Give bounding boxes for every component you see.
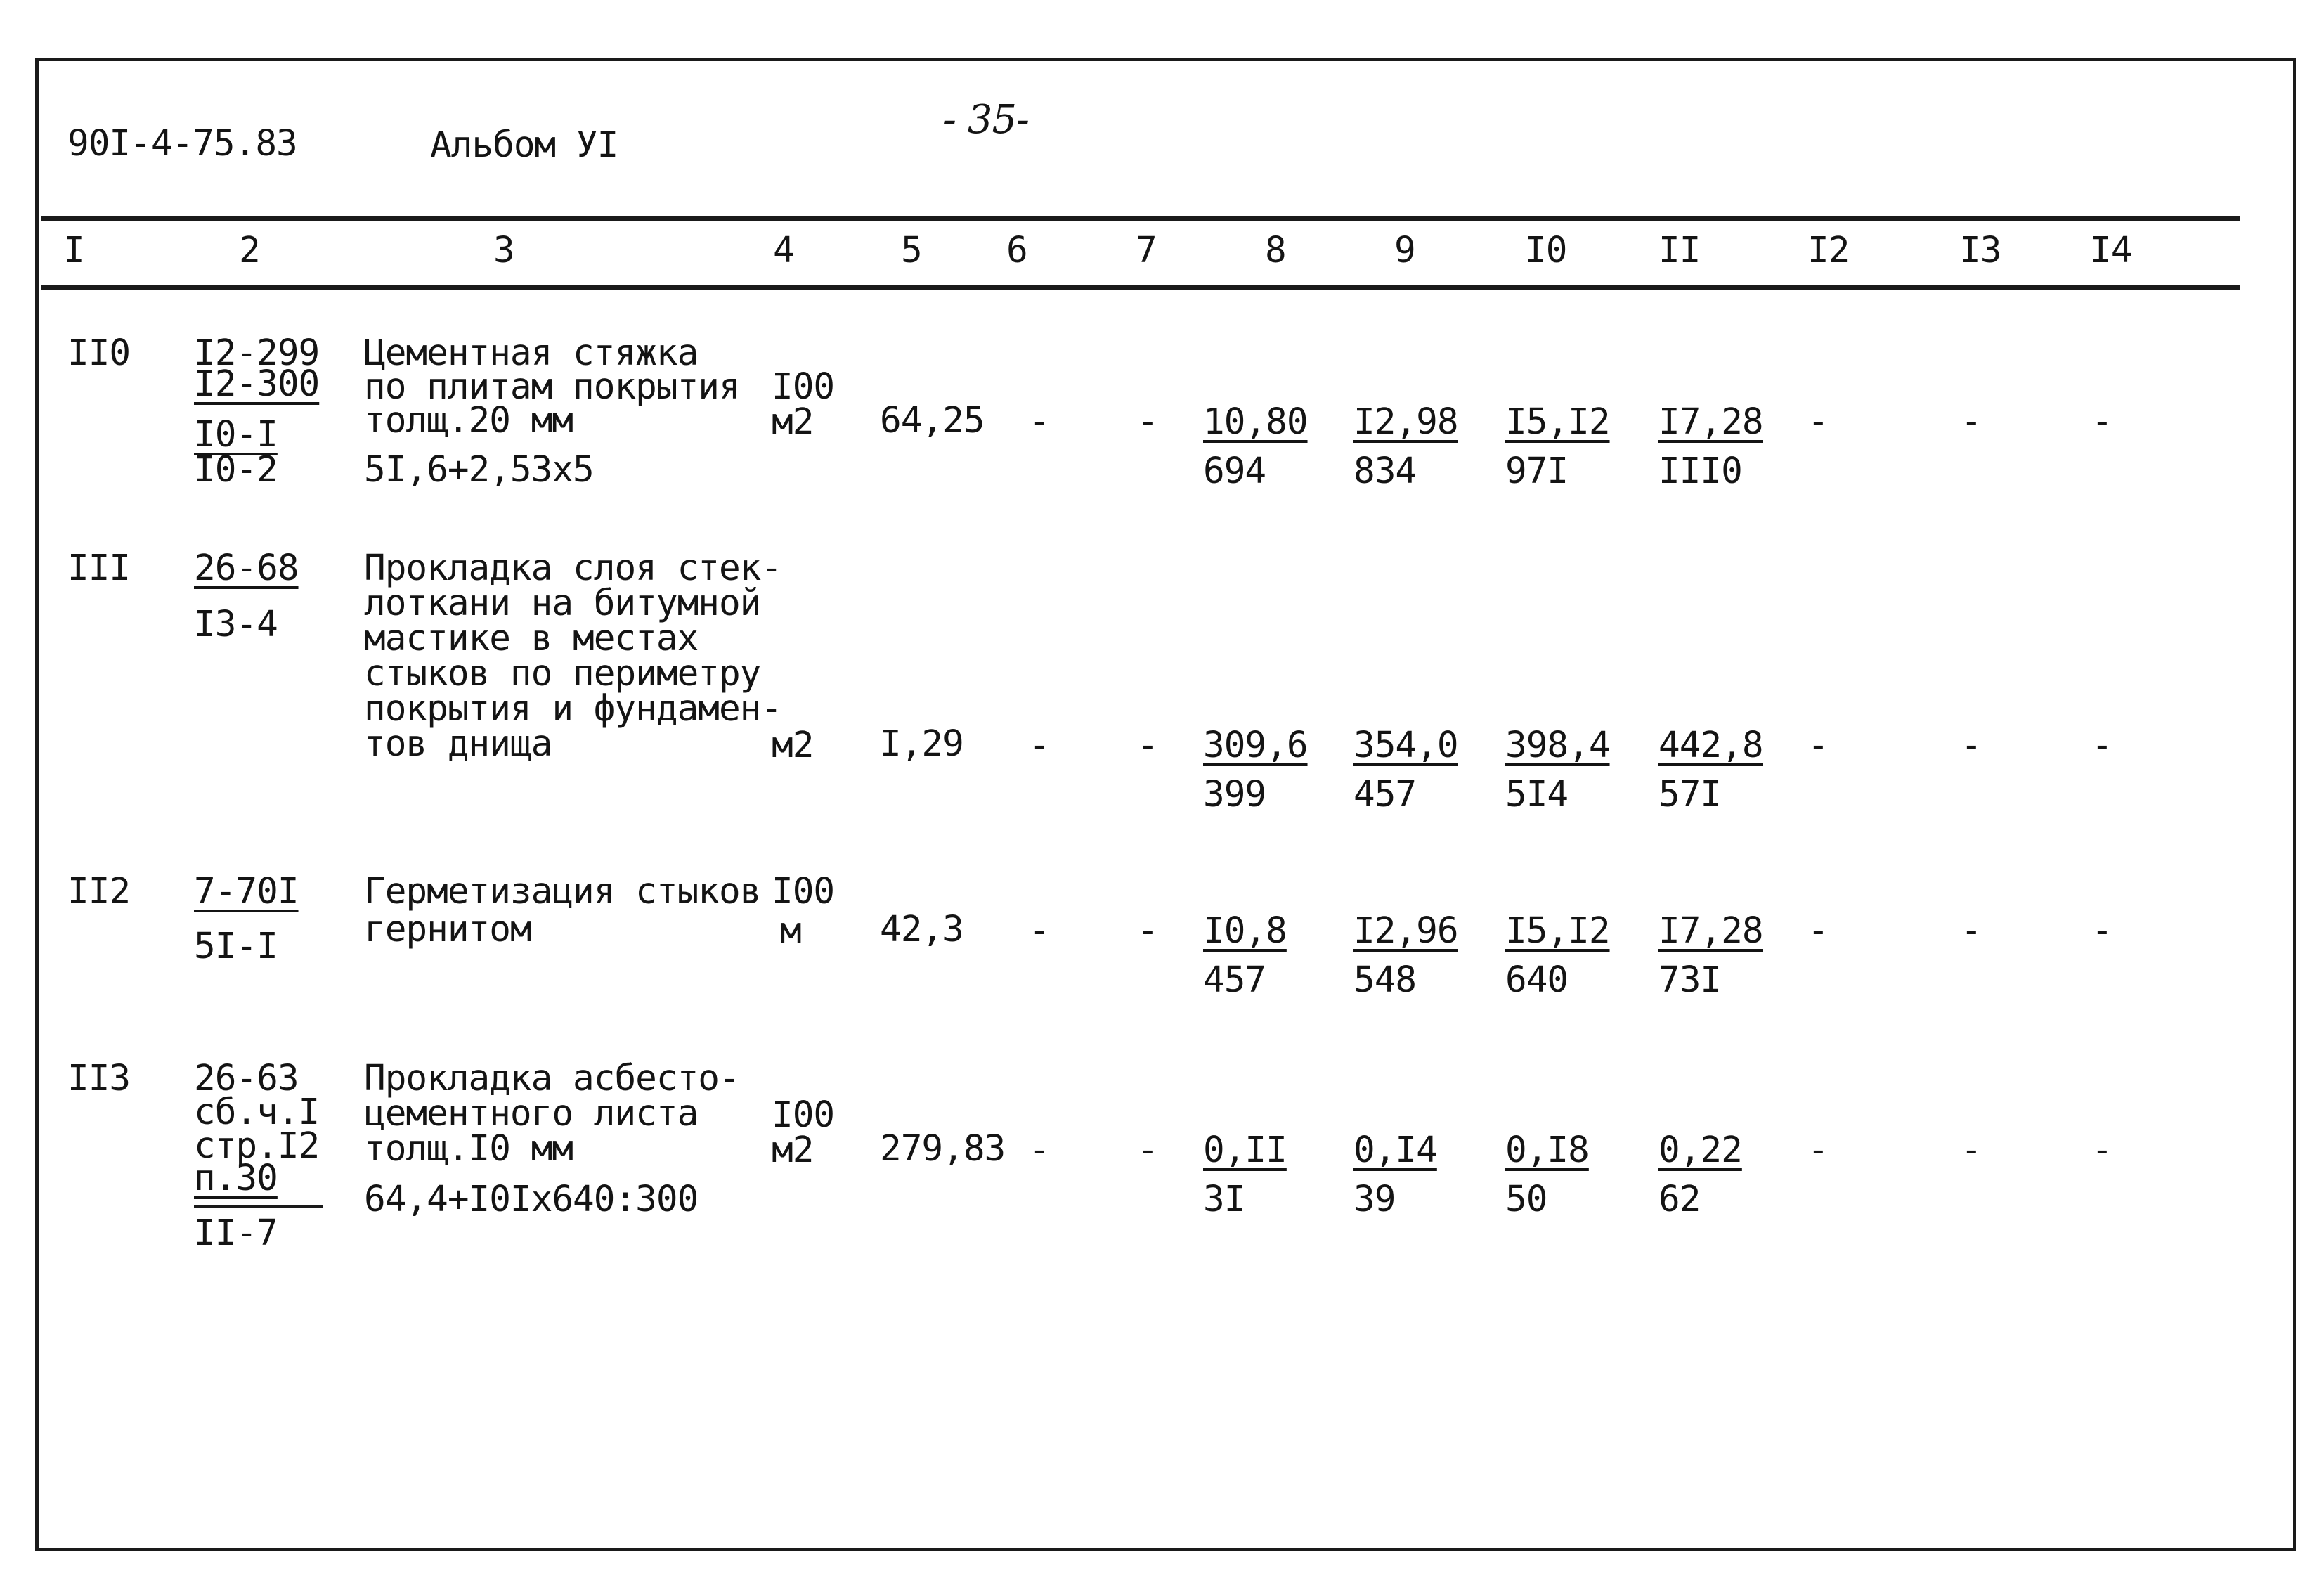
col11-total: 73I	[1658, 959, 1722, 1001]
col-header-7: 7	[1136, 230, 1157, 271]
work-description: покрытия и фундамен-	[364, 688, 782, 730]
col-header-4: 4	[773, 230, 794, 271]
work-description: стыков по периметру	[364, 653, 761, 694]
col10-total: 97I	[1505, 451, 1569, 492]
work-description: мастике в местах	[364, 618, 699, 659]
col11-total: 57I	[1658, 774, 1722, 815]
unit: м2	[772, 1130, 814, 1171]
col11-cost: 0,22	[1658, 1130, 1742, 1171]
col10-cost: 0,I8	[1505, 1130, 1589, 1171]
col-header-13: I3	[1959, 230, 2001, 271]
col13-value: -	[1961, 401, 1982, 443]
work-description: по плитам покрытия	[364, 366, 740, 408]
norm-code: 7-70I	[194, 871, 299, 912]
col10-cost: I5,I2	[1505, 910, 1610, 952]
col11-cost: I7,28	[1658, 401, 1763, 443]
unit: I00	[772, 871, 835, 912]
work-description: цементного листа	[364, 1093, 699, 1134]
norm-code: I0-2	[194, 449, 278, 491]
unit: м	[780, 910, 801, 952]
col8-cost: 0,II	[1203, 1130, 1287, 1171]
col8-total: 399	[1203, 774, 1266, 815]
col14-value: -	[2091, 725, 2112, 766]
col11-total: 62	[1658, 1179, 1701, 1220]
col-header-2: 2	[239, 230, 260, 271]
col10-cost: I5,I2	[1505, 401, 1610, 443]
norm-code: 5I-I	[194, 926, 278, 967]
col13-value: -	[1961, 725, 1982, 766]
norm-code: II-7	[194, 1212, 278, 1254]
col9-cost: 354,0	[1353, 725, 1458, 766]
norm-code: I2-300	[194, 363, 320, 405]
col6-value: -	[1029, 725, 1050, 766]
work-description: толщ.I0 мм	[364, 1128, 573, 1170]
col8-total: 694	[1203, 451, 1266, 492]
col9-total: 548	[1353, 959, 1417, 1001]
col-header-5: 5	[901, 230, 922, 271]
col11-cost: 442,8	[1658, 725, 1763, 766]
col-header-6: 6	[1006, 230, 1027, 271]
col-header-12: I2	[1807, 230, 1850, 271]
col9-cost: 0,I4	[1353, 1130, 1437, 1171]
col8-total: 457	[1203, 959, 1266, 1001]
col9-cost: I2,98	[1353, 401, 1458, 443]
volume-formula: 5I,6+2,53x5	[364, 449, 594, 491]
col-header-14: I4	[2090, 230, 2132, 271]
col14-value: -	[2091, 910, 2112, 952]
col12-value: -	[1807, 910, 1829, 952]
col-header-9: 9	[1394, 230, 1415, 271]
row-number: II0	[67, 332, 131, 374]
col8-cost: 309,6	[1203, 725, 1308, 766]
col9-cost: I2,96	[1353, 910, 1458, 952]
col-header-8: 8	[1265, 230, 1286, 271]
col-header-11: II	[1658, 230, 1701, 271]
col9-total: 834	[1353, 451, 1417, 492]
fraction-line	[194, 1205, 323, 1208]
row-number: II2	[67, 871, 131, 912]
row-number: II3	[67, 1058, 131, 1099]
work-description: Прокладка асбесто-	[364, 1058, 740, 1099]
page-number: - 35-	[943, 97, 1029, 143]
work-description: гернитом	[364, 909, 531, 950]
work-description: Прокладка слоя стек-	[364, 548, 782, 589]
col11-cost: I7,28	[1658, 910, 1763, 952]
col12-value: -	[1807, 1130, 1829, 1171]
work-description: тов днища	[364, 723, 552, 765]
row-number: III	[67, 548, 131, 589]
col7-value: -	[1137, 1130, 1158, 1171]
quantity: 42,3	[880, 909, 963, 950]
album-label: Альбом УI	[430, 124, 618, 166]
col10-cost: 398,4	[1505, 725, 1610, 766]
quantity: I,29	[880, 723, 963, 765]
col9-total: 457	[1353, 774, 1417, 815]
col-header-3: 3	[493, 230, 514, 271]
quantity: 279,83	[880, 1128, 1006, 1170]
col6-value: -	[1029, 910, 1050, 952]
col9-total: 39	[1353, 1179, 1396, 1220]
document-code: 90I-4-75.83	[67, 123, 297, 164]
work-description: лоткани на битумной	[364, 583, 761, 624]
norm-code: 26-63	[194, 1058, 299, 1099]
norm-code: I3-4	[194, 604, 278, 645]
col8-cost: 10,80	[1203, 401, 1308, 443]
norm-code: I0-I	[194, 414, 278, 455]
col14-value: -	[2091, 1130, 2112, 1171]
col10-total: 5I4	[1505, 774, 1569, 815]
norm-code: стр.I2	[194, 1125, 320, 1167]
col-header-10: I0	[1525, 230, 1567, 271]
unit: I00	[772, 366, 835, 408]
col6-value: -	[1029, 1130, 1050, 1171]
work-description: Цементная стяжка	[364, 332, 699, 374]
col11-total: III0	[1658, 451, 1742, 492]
col13-value: -	[1961, 1130, 1982, 1171]
col14-value: -	[2091, 401, 2112, 443]
volume-formula: 64,4+I0Ix640:300	[364, 1179, 699, 1220]
norm-code: I2-299	[194, 332, 320, 374]
col7-value: -	[1137, 910, 1158, 952]
col8-total: 3I	[1203, 1179, 1245, 1220]
col8-cost: I0,8	[1203, 910, 1287, 952]
unit: м2	[772, 725, 814, 766]
norm-code: п.30	[194, 1158, 278, 1199]
col12-value: -	[1807, 401, 1829, 443]
col7-value: -	[1137, 401, 1158, 443]
header-rule-bottom	[41, 285, 2240, 290]
norm-code: 26-68	[194, 548, 299, 589]
col12-value: -	[1807, 725, 1829, 766]
col7-value: -	[1137, 725, 1158, 766]
col-header-1: I	[63, 230, 84, 271]
work-description: Герметизация стыков	[364, 871, 761, 912]
quantity: 64,25	[880, 400, 985, 441]
unit: м2	[772, 401, 814, 443]
unit: I00	[772, 1094, 835, 1136]
work-description: толщ.20 мм	[364, 400, 573, 441]
col13-value: -	[1961, 910, 1982, 952]
page-frame	[35, 58, 2296, 1551]
col6-value: -	[1029, 401, 1050, 443]
norm-code: сб.ч.I	[194, 1092, 320, 1133]
col10-total: 640	[1505, 959, 1569, 1001]
header-rule-top	[41, 216, 2240, 221]
col10-total: 50	[1505, 1179, 1547, 1220]
